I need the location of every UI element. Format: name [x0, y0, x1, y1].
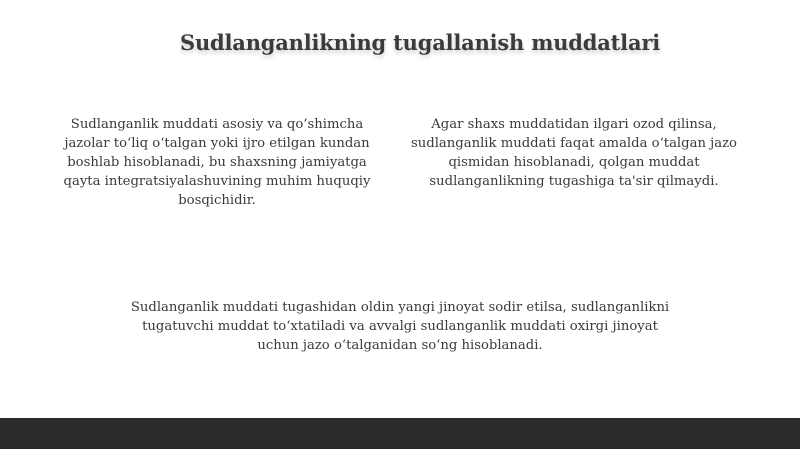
- bottom-bar: [0, 418, 800, 449]
- slide-title: Sudlanganlikning tugallanish muddatlari: [180, 30, 660, 55]
- paragraph-bottom: Sudlanganlik muddati tugashidan oldin yangi jinoyat sodir etilsa, sudlanganlikni tugatuvchi muddat to‘xtatiladi va avvalgi sudlanganlik muddati oxirgi jinoyat uchun jazo o‘talganidan so‘ng hisoblanadi.: [130, 300, 670, 353]
- paragraph-left: Sudlanganlik muddati asosiy va qo‘shimcha jazolar to‘liq o‘talgan yoki ijro etilgan kundan boshlab hisoblanadi, bu shaxsning jamiyatga qayta integratsiyalashuvining muhim huquqiy bosqichidir.: [63, 117, 371, 208]
- paragraph-right: Agar shaxs muddatidan ilgari ozod qilinsa, sudlanganlik muddati faqat amalda o‘talgan jazo qismidan hisoblanadi, qolgan muddat sudlanganlikning tugashiga ta'sir qilmaydi.: [411, 117, 737, 189]
